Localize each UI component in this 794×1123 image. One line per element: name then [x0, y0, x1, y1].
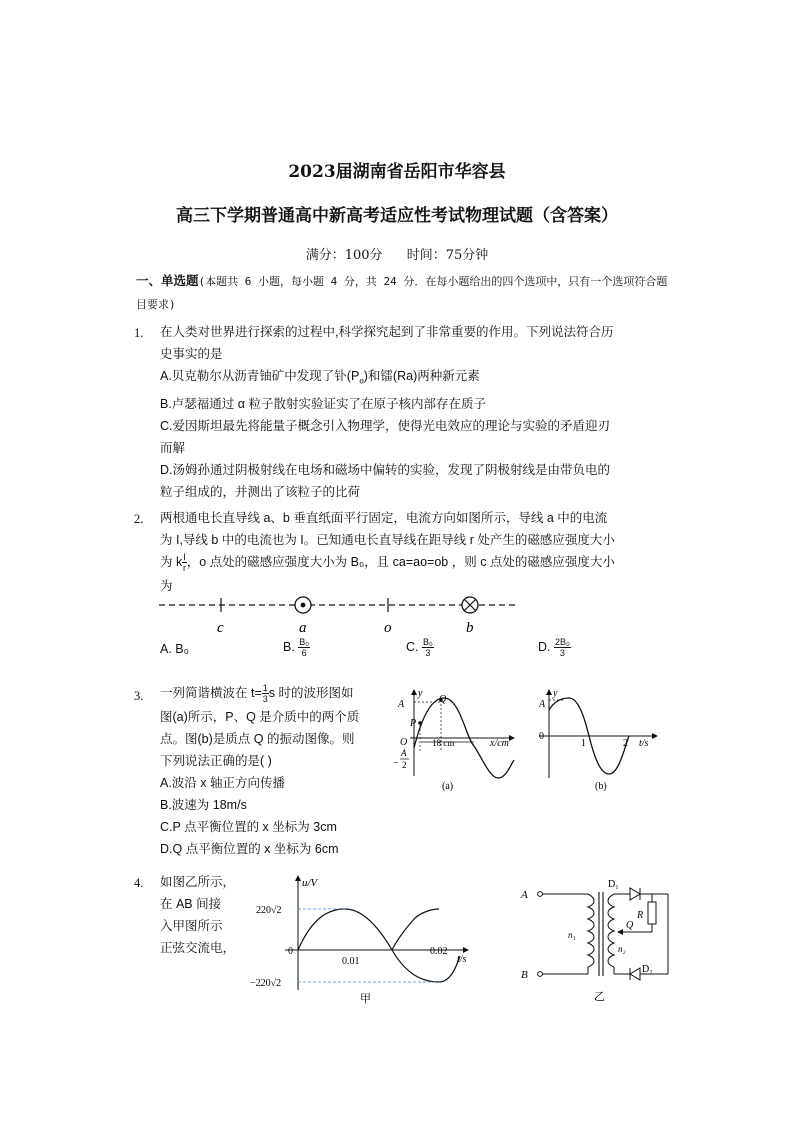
- q2-line1: 两根通电长直导线 a、b 垂直纸面平行固定，电流方向如图所示，导线 a 中的电流: [160, 511, 608, 525]
- question-3: [160, 682, 390, 860]
- q3-option-c: C.P 点平衡位置的 x 坐标为 3cm: [160, 820, 337, 834]
- q2-line3-post: ，o 点处的磁感应强度大小为 B₀，且 ca=ao=ob ，则 c 点处的磁感应强度大小: [186, 555, 615, 569]
- exam-meta: [0, 244, 794, 263]
- q3-line2: 图(a)所示，P、Q 是介质中的两个质: [160, 710, 360, 724]
- q3-option-a: A.波沿 x 轴正方向传播: [160, 776, 286, 790]
- q2-frac-num: I: [183, 552, 186, 563]
- q4yi-label-d1: D₁: [608, 879, 619, 890]
- q2-label-c: c: [217, 620, 224, 636]
- q3b-amp-label: A: [539, 699, 546, 710]
- section-note: (本题共 6 小题，每小题 4 分，共 24 分．在每小题给出的四个选项中，只有一个选项符合题目要求): [136, 275, 668, 311]
- q4yi-label-d2: D₂: [642, 964, 653, 975]
- q2-label-b: b: [466, 620, 474, 636]
- q4yi-label-n2: n₂: [618, 944, 626, 954]
- q1-option-a: [160, 365, 680, 393]
- q3a-distance: 18 cm: [432, 738, 455, 748]
- q3b-caption: (b): [595, 781, 607, 792]
- q3-figure-a: [392, 686, 527, 794]
- q4yi-label-b: B: [521, 969, 528, 981]
- q2-option-c-label: C.: [406, 640, 419, 654]
- q2-line4: 为: [160, 579, 173, 593]
- q3a-neg-den: 2: [402, 760, 407, 770]
- q3a-p-label: P: [410, 718, 417, 729]
- q1-option-d-line2: 粒子组成的，并测出了该粒子的比荷: [160, 484, 361, 499]
- q2-wire-diagram: [155, 592, 525, 640]
- q3-number: 3.: [134, 689, 144, 703]
- q3a-neg-num: A: [401, 748, 407, 758]
- q4jia-t1: 0.01: [342, 956, 360, 967]
- q4yi-label-a: A: [521, 889, 528, 901]
- q4yi-secondary-coil: [608, 894, 614, 974]
- q4jia-t2: 0.02: [430, 946, 448, 957]
- q1-option-a-end: )和镭(Ra)两种新元素: [363, 369, 480, 383]
- q2-line3-pre: 为 k: [160, 555, 183, 569]
- q3a-y-label: y: [418, 688, 423, 699]
- q2-option-c: [406, 636, 434, 658]
- q2-option-b-num: B₀: [299, 637, 310, 648]
- q4jia-caption: 甲: [360, 993, 371, 1004]
- q3b-tick-2: 2: [623, 738, 628, 749]
- q4-line2: 在 AB 间接: [160, 897, 222, 911]
- q2-option-b-frac: [298, 637, 310, 658]
- q3b-tick-1: 1: [581, 738, 586, 749]
- q3-line1-pre: 一列简谐横波在 t=: [160, 686, 262, 700]
- q4yi-label-n1: n₁: [568, 930, 576, 940]
- q1-number: 1.: [134, 326, 144, 340]
- q4-line3: 入甲图所示: [160, 919, 223, 933]
- q3a-x-label: x/cm: [490, 738, 509, 749]
- q4yi-diode-d2: [630, 968, 640, 980]
- q2-option-c-frac: [422, 637, 434, 658]
- q4jia-sine-tail: [392, 909, 439, 950]
- q2-frac-den: r: [182, 563, 186, 574]
- q3-t-den: 3: [262, 694, 268, 705]
- q2-option-c-num: B₀: [422, 637, 433, 648]
- q3-line4: 下列说法正确的是( ): [160, 754, 272, 768]
- q3a-neg-sign: −: [393, 758, 399, 769]
- q3-figure-b: [537, 686, 662, 794]
- q4yi-terminal-b: [538, 972, 543, 977]
- q4jia-y-label: u/V: [302, 877, 318, 889]
- q3-option-b: B.波速为 18m/s: [160, 798, 247, 812]
- q2-option-b-label: B.: [283, 640, 295, 654]
- q2-option-d-den: 3: [559, 648, 565, 659]
- q1-stem-line1: 在人类对世界进行探索的过程中,科学探究起到了非常重要的作用。下列说法符合历: [160, 325, 614, 339]
- q3a-caption: (a): [442, 781, 454, 792]
- q2-wire-a-dot: [301, 603, 306, 608]
- q2-option-d: [538, 636, 571, 658]
- q2-line3: [160, 551, 680, 575]
- q4jia-peak-pos: 220√2: [256, 905, 282, 916]
- q2-option-d-frac: [554, 637, 571, 658]
- q3-line1: [160, 682, 390, 706]
- q4yi-diode-d1: [630, 888, 640, 900]
- q3b-y-label: y: [553, 688, 558, 699]
- q3b-origin: 0: [539, 731, 544, 742]
- q1-stem-line2: 史事实的是: [160, 347, 223, 361]
- q4yi-resistor: [648, 902, 656, 924]
- q1-option-a-sub: o: [359, 376, 364, 386]
- question-1: [160, 321, 680, 503]
- title-line2: 高三下学期普通高中新高考适应性考试物理试题（含答案）: [176, 206, 618, 226]
- q1-option-d-line1: D.汤姆孙通过阴极射线在电场和磁场中偏转的实验，发现了阴极射线是由带负电的: [160, 462, 611, 477]
- q2-label-o: o: [384, 620, 392, 636]
- q4jia-origin: 0: [288, 946, 293, 957]
- full-score: 满分：100分: [305, 248, 383, 263]
- q4yi-label-r: R: [637, 910, 644, 921]
- title-line1: 2023届湖南省岳阳市华容县: [288, 162, 506, 182]
- q4jia-x-label: t/s: [457, 954, 467, 965]
- q2-number: 2.: [134, 512, 144, 526]
- q4-number: 4.: [134, 876, 144, 890]
- q2-option-a: A. B₀: [160, 642, 189, 656]
- q1-option-c-line1: C.爱因斯坦最先将能量子概念引入物理学，使得光电效应的理论与实验的矛盾迎刃: [160, 418, 611, 433]
- section-title: 一、单选题: [136, 273, 199, 288]
- q1-option-b: B.卢瑟福通过 α 粒子散射实验证实了在原子核内部存在质子: [160, 396, 486, 411]
- q4-line4: 正弦交流电，: [160, 941, 236, 955]
- q3a-origin: O: [400, 737, 408, 748]
- q1-option-a-text: A.贝克勒尔从沥青铀矿中发现了钋(P: [160, 369, 360, 383]
- q4yi-caption: 乙: [594, 991, 605, 1003]
- question-2: [160, 507, 680, 597]
- q4-line1: 如图乙所示，: [160, 875, 236, 889]
- q4jia-peak-neg: −220√2: [250, 978, 282, 989]
- q4yi-label-q: Q: [626, 920, 634, 931]
- q2-option-b: [283, 636, 310, 658]
- q3-line1-post: s 时的波形图如: [268, 686, 354, 700]
- q4-figure-jia: [250, 872, 480, 1004]
- q2-option-c-den: 3: [425, 648, 431, 659]
- q3a-point-p: [418, 721, 422, 725]
- q4yi-terminal-a: [538, 892, 543, 897]
- section-heading: [136, 270, 676, 316]
- q2-option-b-den: 6: [301, 648, 307, 659]
- q3a-q-label: Q: [439, 694, 447, 705]
- q2-option-d-label: D.: [538, 640, 551, 654]
- question-4: [160, 871, 260, 959]
- q2-line2: 为 I,导线 b 中的电流也为 I。已知通电长直导线在距导线 r 处产生的磁感应强度大小: [160, 533, 615, 547]
- q3b-x-label: t/s: [639, 738, 649, 749]
- q3-t-fraction: [262, 683, 269, 704]
- exam-time: 时间：75分钟: [406, 248, 489, 263]
- q3a-amp-label: A: [398, 699, 405, 710]
- q3-line3: 点。图(b)是质点 Q 的振动图像。则: [160, 732, 355, 746]
- q1-option-c-line2: 而解: [160, 440, 186, 455]
- q3-t-num: 1: [262, 683, 268, 694]
- q4-figure-yi: [518, 874, 678, 1004]
- q2-label-a: a: [299, 620, 307, 636]
- q4yi-primary-coil: [588, 894, 594, 974]
- q2-option-d-num: 2B₀: [554, 637, 570, 648]
- q3-option-d: D.Q 点平衡位置的 x 坐标为 6cm: [160, 842, 339, 856]
